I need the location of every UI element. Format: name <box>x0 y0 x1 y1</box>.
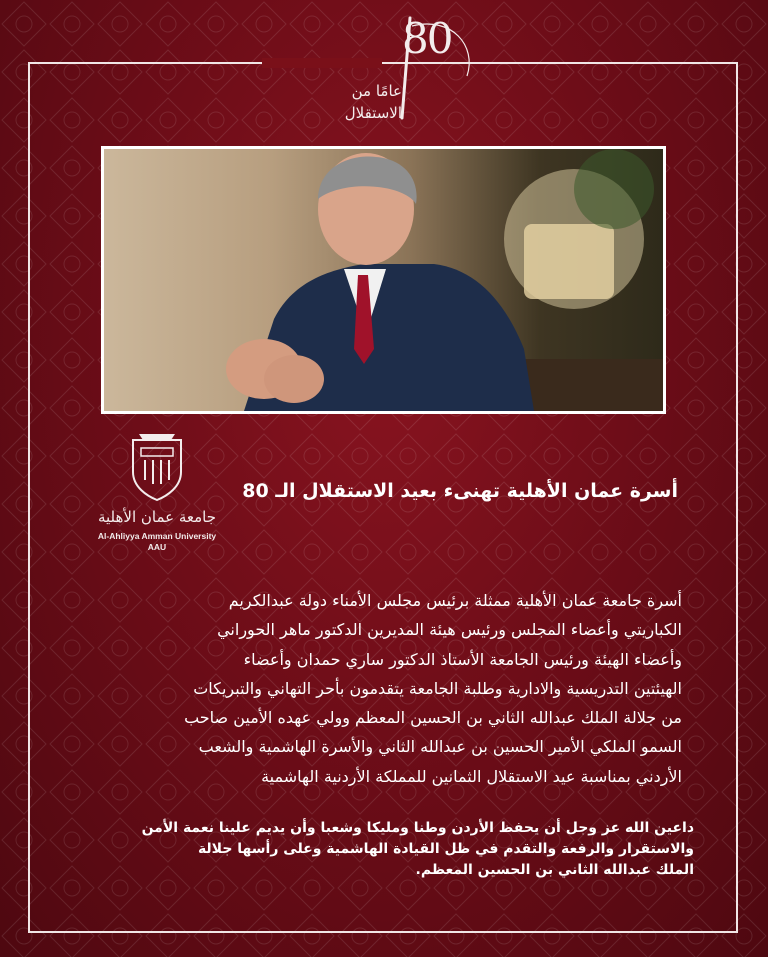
anniversary-text-line2: الاستقلال <box>344 104 402 122</box>
university-name-english: Al-Ahliyya Amman University <box>97 531 217 541</box>
paragraph-line: الهيئتين التدريسية والادارية وطلبة الجامعة يتقدمون بأحر التهاني والتبريكات <box>193 678 682 698</box>
paragraph-line: السمو الملكي الأمير الحسين بن عبدالله الثاني والأسرة الهاشمية والشعب <box>198 737 682 757</box>
paragraph-line: أسرة جامعة عمان الأهلية ممثلة برئيس مجلس الأمناء دولة عبدالكريم <box>228 591 682 610</box>
prayer-paragraph <box>98 818 694 881</box>
prayer-line: والاستقرار والرفعة والتقدم في ظل القيادة الهاشمية وعلى رأسها جلالة <box>197 841 694 857</box>
prayer-line: الملك عبدالله الثاني بن الحسين المعظم. <box>415 862 694 878</box>
university-name-arabic: جامعة عمان الأهلية <box>97 508 217 526</box>
prayer-line: داعين الله عز وجل أن يحفظ الأردن وطنا ومليكا وشعبا وأن يديم علينا نعمة الأمن <box>141 820 694 836</box>
paragraph-line: من جلالة الملك عبدالله الثاني بن الحسين المعظم وولي عهده الأمين صاحب <box>184 708 682 728</box>
portrait-illustration <box>104 149 663 411</box>
congratulation-paragraph <box>98 586 682 791</box>
paragraph-line: الكباريتي وأعضاء المجلس ورئيس هيئة المديرين الدكتور ماهر الحوراني <box>217 620 682 640</box>
university-crest-icon <box>127 432 187 502</box>
university-abbreviation: AAU <box>147 542 167 552</box>
anniversary-logo <box>262 6 492 136</box>
portrait-photo <box>101 146 666 414</box>
paragraph-line: الأردني بمناسبة عيد الاستقلال الثمانين للمملكة الأردنية الهاشمية <box>261 766 682 786</box>
headline: أسرة عمان الأهلية تهنىء بعيد الاستقلال الـ 80 <box>242 480 678 502</box>
university-logo <box>92 432 222 552</box>
anniversary-text-line1: عامًا من <box>351 82 402 100</box>
paragraph-line: وأعضاء الهيئة ورئيس الجامعة الأستاذ الدكتور ساري حمدان وأعضاء <box>243 649 682 669</box>
anniversary-numeral: 80 <box>402 14 452 63</box>
